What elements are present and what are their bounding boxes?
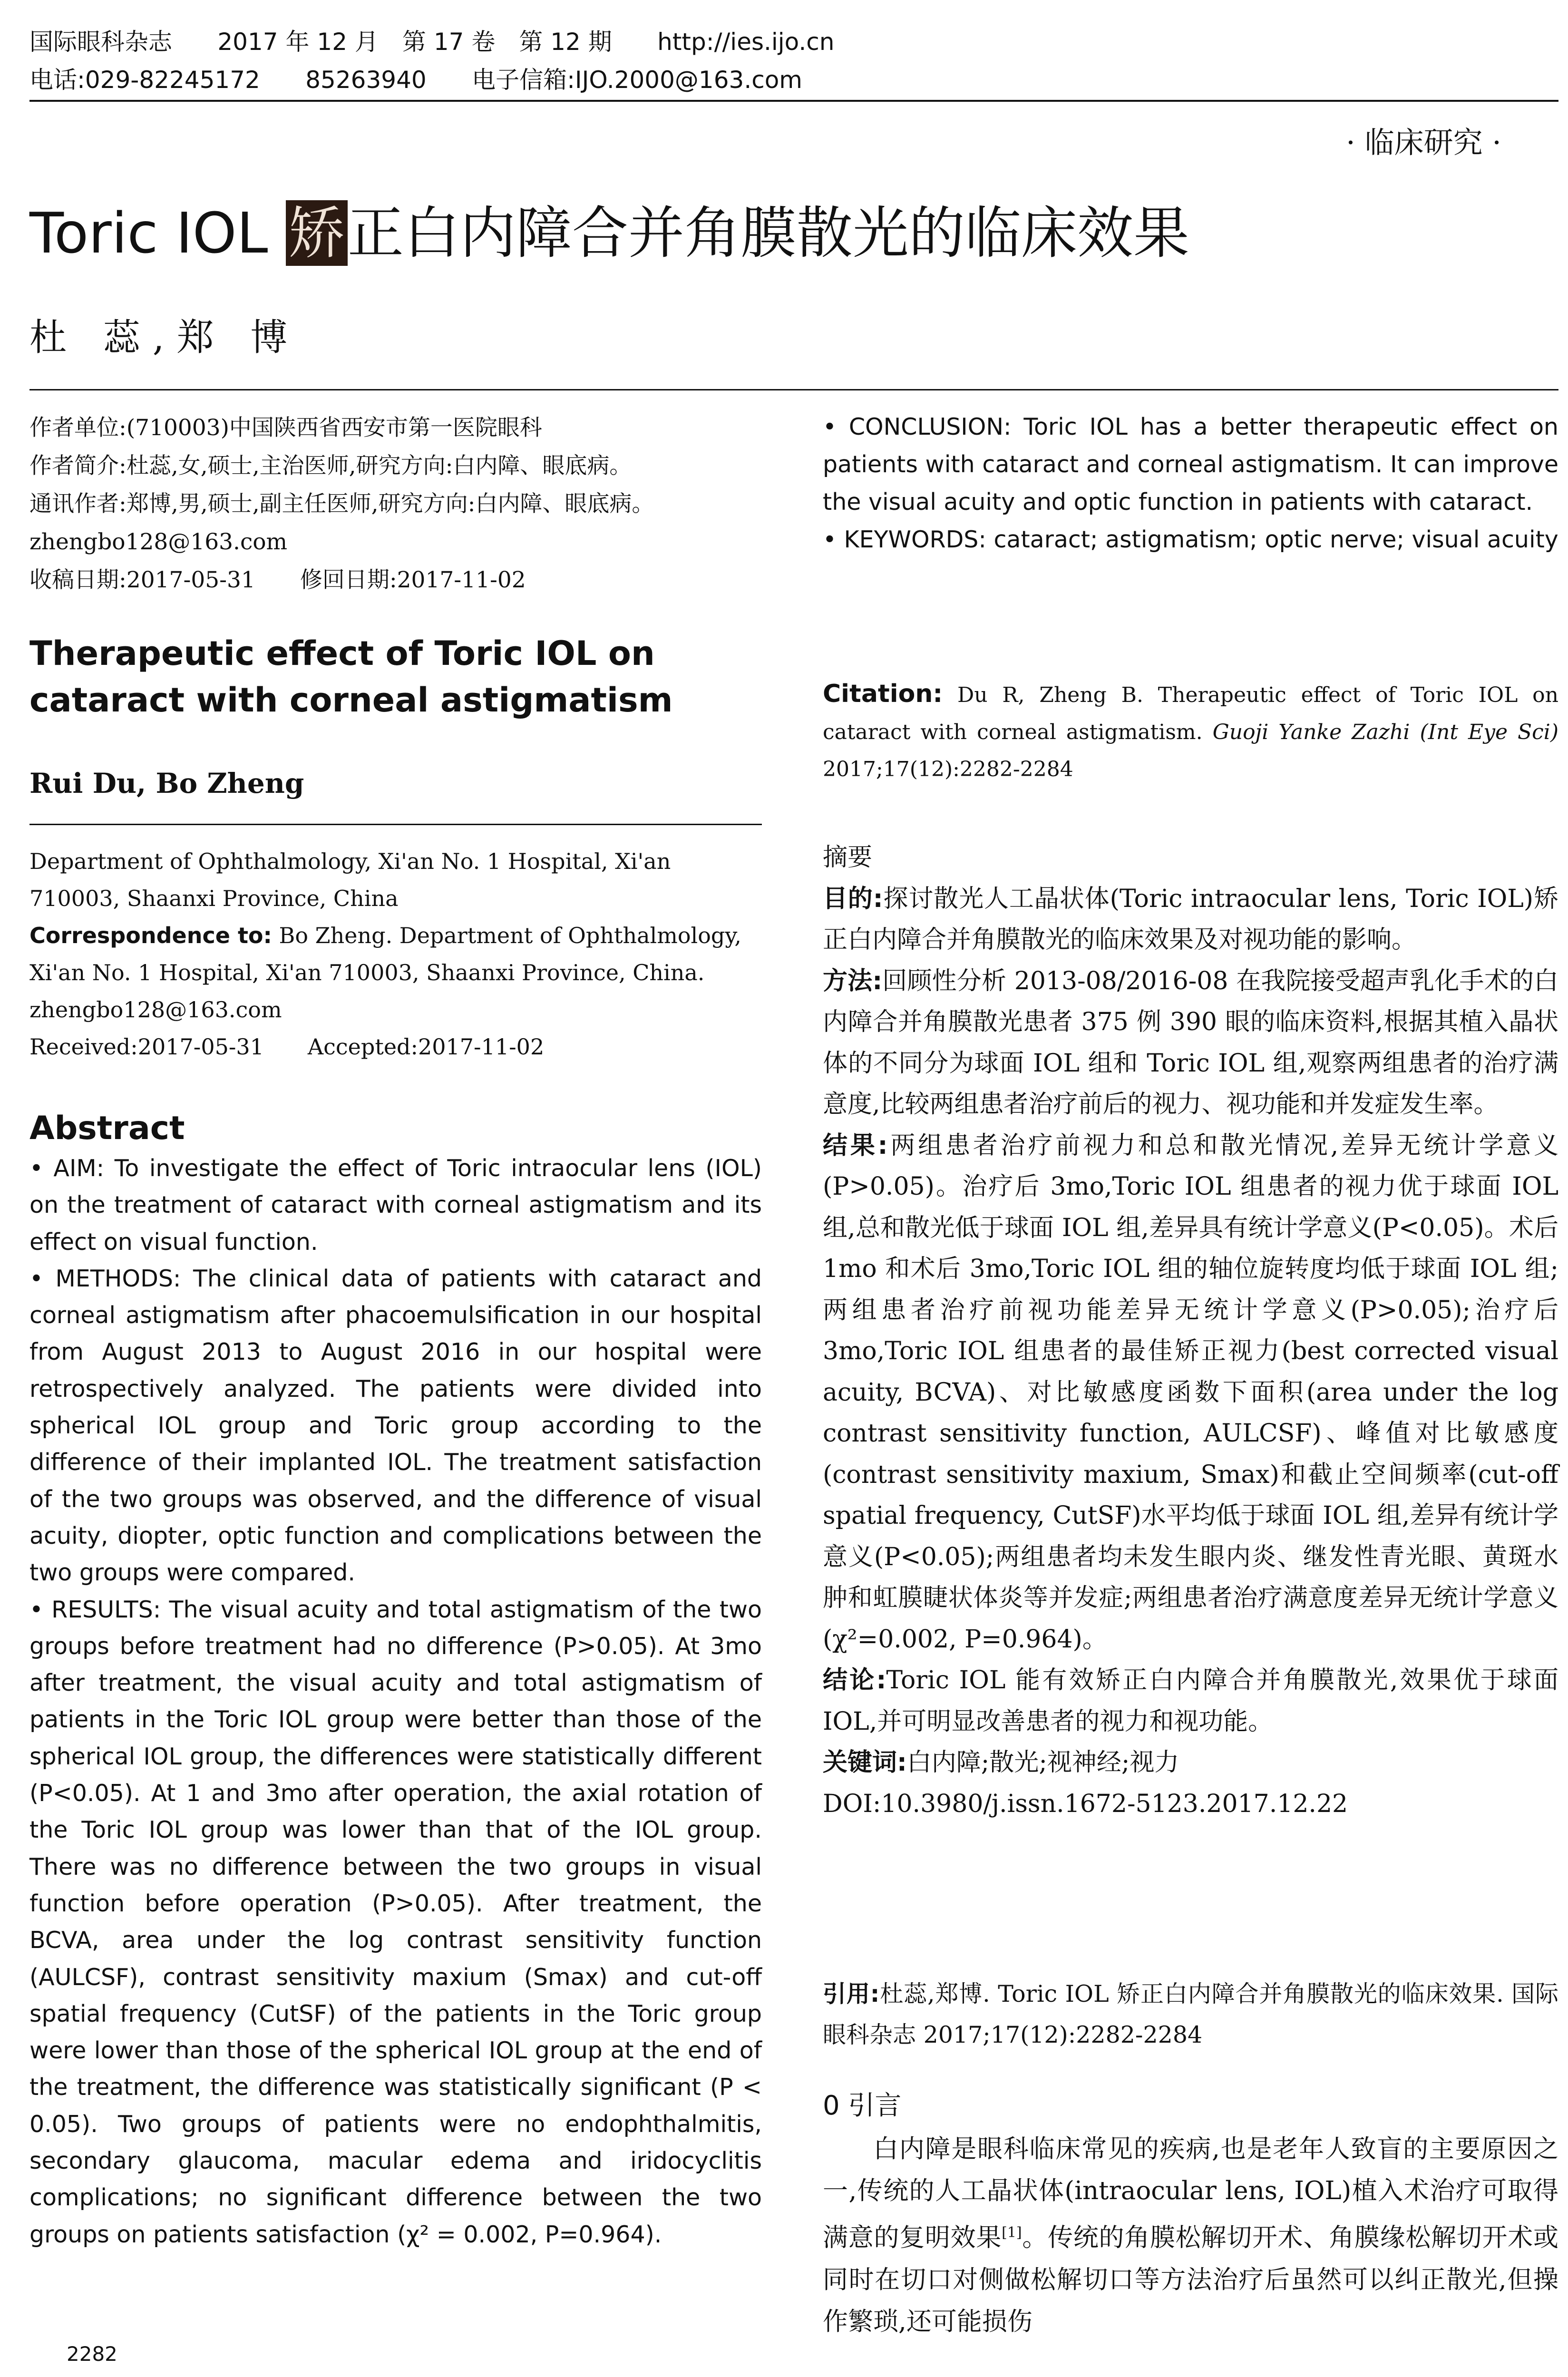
reference-marker[interactable]: [1] (1002, 2224, 1022, 2241)
title-rest: 正白内障合并角膜散光的临床效果 (347, 200, 1189, 266)
abstract-keywords: • KEYWORDS: cataract; astigmatism; optic nerve; visual acuity (823, 526, 1558, 553)
abstract-aim: • AIM: To investigate the effect of Toric intraocular lens (IOL) on the treatment of cataract with corneal astigmatism and its effect on visual function. (29, 1155, 762, 1256)
authors-rule (29, 824, 762, 825)
abstract-cn-keywords (823, 1742, 1558, 1783)
affiliation-unit: 作者单位:(710003)中国陕西省西安市第一医院眼科 (29, 415, 542, 441)
citation-journal: Guoji Yanke Zazhi (Int Eye Sci) (1212, 720, 1559, 744)
abstract-cn-methods (823, 961, 1558, 1125)
abstract-results: • RESULTS: The visual acuity and total astigmatism of the two groups before treatment had no difference (P>0.05). At 3mo after treatment, the visual acuity and total astigmatism of patients in the Toric IOL group were better than those of the spherical IOL group, the differences were statistically different (P<0.05). At 1 and 3mo after operation, the axial rotation of the Toric IOL group was lower than that of the IOL group. There was no difference between the two groups in visual function before operation (P>0.05). After treatment, the BCVA, area under the log contrast sensitivity function (AULCSF), contrast sensitivity maxium (Smax) and cut-off spatial frequency (CutSF) of the patients in the Toric group were lower than those of the spherical IOL group at the end of the treatment, the difference was statistically significant (P < 0.05). Two groups of patients were no endophthalmitis, secondary glaucoma, macular edema and iridocyclitis complications; no significant difference between the two groups on patients satisfaction (χ² = 0.002, P=0.964). (29, 1596, 762, 2248)
citation-text: Du R, Zheng B. Therapeutic effect of Toric IOL on cataract with corneal astigmatism. (823, 683, 1558, 744)
results-label: 结果: (823, 1131, 888, 1160)
page-number: 2282 (67, 2342, 117, 2366)
doi[interactable]: DOI:10.3980/j.issn.1672-5123.2017.12.22 (823, 1789, 1348, 1818)
abstract-cn-aim (823, 878, 1558, 961)
intro-text: 白内障是眼科临床常见的疾病,也是老年人致盲的主要原因之一,传统的人工晶状体(intraocular lens, IOL)植入术治疗可取得满意的复明效果 (823, 2134, 1558, 2252)
intro-text-2: 。传统的角膜松解切开术、角膜缘松解切开术或同时在切口对侧做松解切口等方法治疗后虽然可以纠正散光,但操作繁琐,还可能损伤 (823, 2223, 1558, 2336)
abstract-cn (823, 837, 1558, 1824)
aim-text: 探讨散光人工晶状体(Toric intraocular lens, Toric IOL)矫正白内障合并角膜散光的临床效果及对视功能的影响。 (823, 884, 1558, 954)
header-rule (29, 100, 1558, 102)
journal-url[interactable]: http://ies.ijo.cn (657, 28, 835, 56)
abstract-methods: • METHODS: The clinical data of patients with cataract and corneal astigmatism after phacoemulsification in our hospital from August 2013 to August 2016 in our hospital were retrospectively analyzed. The patients were divided into spherical IOL group and Toric group according to the difference of their implanted IOL. The treatment satisfaction of the two groups was observed, and the difference of visual acuity, diopter, optic function and complications between the two groups were compared. (29, 1265, 762, 1587)
methods-text: 回顾性分析 2013-08/2016-08 在我院接受超声乳化手术的白内障合并角膜散光患者 375 例 390 眼的临床资料,根据其植入晶状体的不同分为球面 IOL 组和 Toric IOL 组,观察两组患者的治疗满意度,比较两组患者治疗前后的视力、视功能和并发症发生率。 (823, 966, 1559, 1119)
phone2: 85263940 (305, 66, 427, 94)
citation-cn-text: 杜蕊,郑博. Toric IOL 矫正白内障合并角膜散光的临床效果. 国际眼科杂志 2017;17(12):2282-2284 (823, 1980, 1558, 2048)
results-text: 两组患者治疗前视力和总和散光情况,差异无统计学意义(P>0.05)。治疗后 3mo,Toric IOL 组患者的视力优于球面 IOL 组,总和散光低于球面 IOL 组,差异具有统计学意义(P<0.05)。术后 1mo 和术后 3mo,Toric IOL 组的轴位旋转度均低于球面 IOL 组;两组患者治疗前视功能差异无统计学意义(P>0.05);治疗后 3mo,Toric IOL 组患者的最佳矫正视力(best corrected visual acuity, BCVA)、对比敏感度函数下面积(area under the log contrast sensitivity function, AULCSF)、峰值对比敏感度(contrast sensitivity maxium, Smax)和截止空间频率(cut-off spatial frequency, CutSF)水平均低于球面 IOL 组,差异有统计学意义(P<0.05);两组患者均未发生眼内炎、继发性青光眼、黄斑水肿和虹膜睫状体炎等并发症;两组患者治疗满意度差异无统计学意义(χ²=0.002, P=0.964)。 (823, 1131, 1559, 1654)
running-header-line1 (29, 28, 834, 56)
page-title (29, 197, 1189, 269)
affiliation-en (29, 843, 762, 1065)
issue-info: 2017 年 12 月 第 17 卷 第 12 期 (217, 28, 612, 56)
abstract-en-continued (823, 408, 1558, 558)
abstract-cn-results (823, 1125, 1558, 1660)
title-highlight: 矫 (286, 200, 348, 266)
dates-en: Received:2017-05-31 Accepted:2017-11-02 (29, 1034, 545, 1060)
citation-en (823, 675, 1558, 788)
intro-heading: 0 引言 (823, 2090, 902, 2121)
abstract-cn-heading: 摘要 (823, 843, 873, 872)
affiliation-corresponding: 通讯作者:郑博,男,硕士,副主任医师,研究方向:白内障、眼底病。zhengbo128@163.com (29, 491, 654, 555)
title-rule (29, 389, 1558, 390)
abstract-heading: Abstract (29, 1110, 185, 1147)
methods-label: 方法: (823, 966, 883, 995)
citation-volume: 2017;17(12):2282-2284 (823, 757, 1073, 781)
conclusion-label: 结论: (823, 1666, 886, 1695)
title-en: Therapeutic effect of Toric IOL on cataract with corneal astigmatism (29, 634, 673, 720)
citation-label: Citation: (823, 680, 943, 708)
section-tag: · 临床研究 · (1346, 125, 1501, 160)
journal-name: 国际眼科杂志 (29, 28, 172, 56)
conclusion-text: Toric IOL 能有效矫正白内障合并角膜散光,效果优于球面 IOL,并可明显改善患者的视力和视功能。 (823, 1666, 1558, 1736)
phone: 电话:029-82245172 (29, 66, 260, 94)
correspondence-text: Bo Zheng. Department of Ophthalmology, Xi'an No. 1 Hospital, Xi'an 710003, Shaanxi Province, China. zhengbo128@163.com (29, 923, 741, 1023)
keywords-label: 关键词: (823, 1748, 907, 1777)
running-header-line2 (29, 66, 802, 94)
correspondence-label: Correspondence to: (29, 923, 272, 948)
abstract-cn-conclusion (823, 1660, 1558, 1742)
authors-cn: 杜 蕊,郑 博 (29, 316, 300, 359)
aim-label: 目的: (823, 884, 883, 913)
affiliation-dates: 收稿日期:2017-05-31 修回日期:2017-11-02 (29, 567, 526, 593)
keywords-text: 白内障;散光;视神经;视力 (906, 1748, 1179, 1777)
affiliation-cn (29, 409, 762, 599)
citation-cn-label: 引用: (823, 1980, 880, 2007)
abstract-en (29, 1150, 762, 2253)
email[interactable]: 电子信箱:IJO.2000@163.com (472, 66, 802, 94)
correspondence-en (29, 917, 762, 1028)
intro-body (823, 2128, 1558, 2343)
abstract-conclusion: • CONCLUSION: Toric IOL has a better therapeutic effect on patients with cataract and corneal astigmatism. It can improve the visual acuity and optic function in patients with cataract. (823, 413, 1558, 516)
authors-en: Rui Du, Bo Zheng (29, 767, 304, 799)
affiliation-bio: 作者简介:杜蕊,女,硕士,主治医师,研究方向:白内障、眼底病。 (29, 453, 632, 479)
citation-cn (823, 1974, 1558, 2056)
title-prefix: Toric IOL (29, 200, 286, 266)
department-en: Department of Ophthalmology, Xi'an No. 1 Hospital, Xi'an 710003, Shaanxi Province, China (29, 848, 671, 911)
